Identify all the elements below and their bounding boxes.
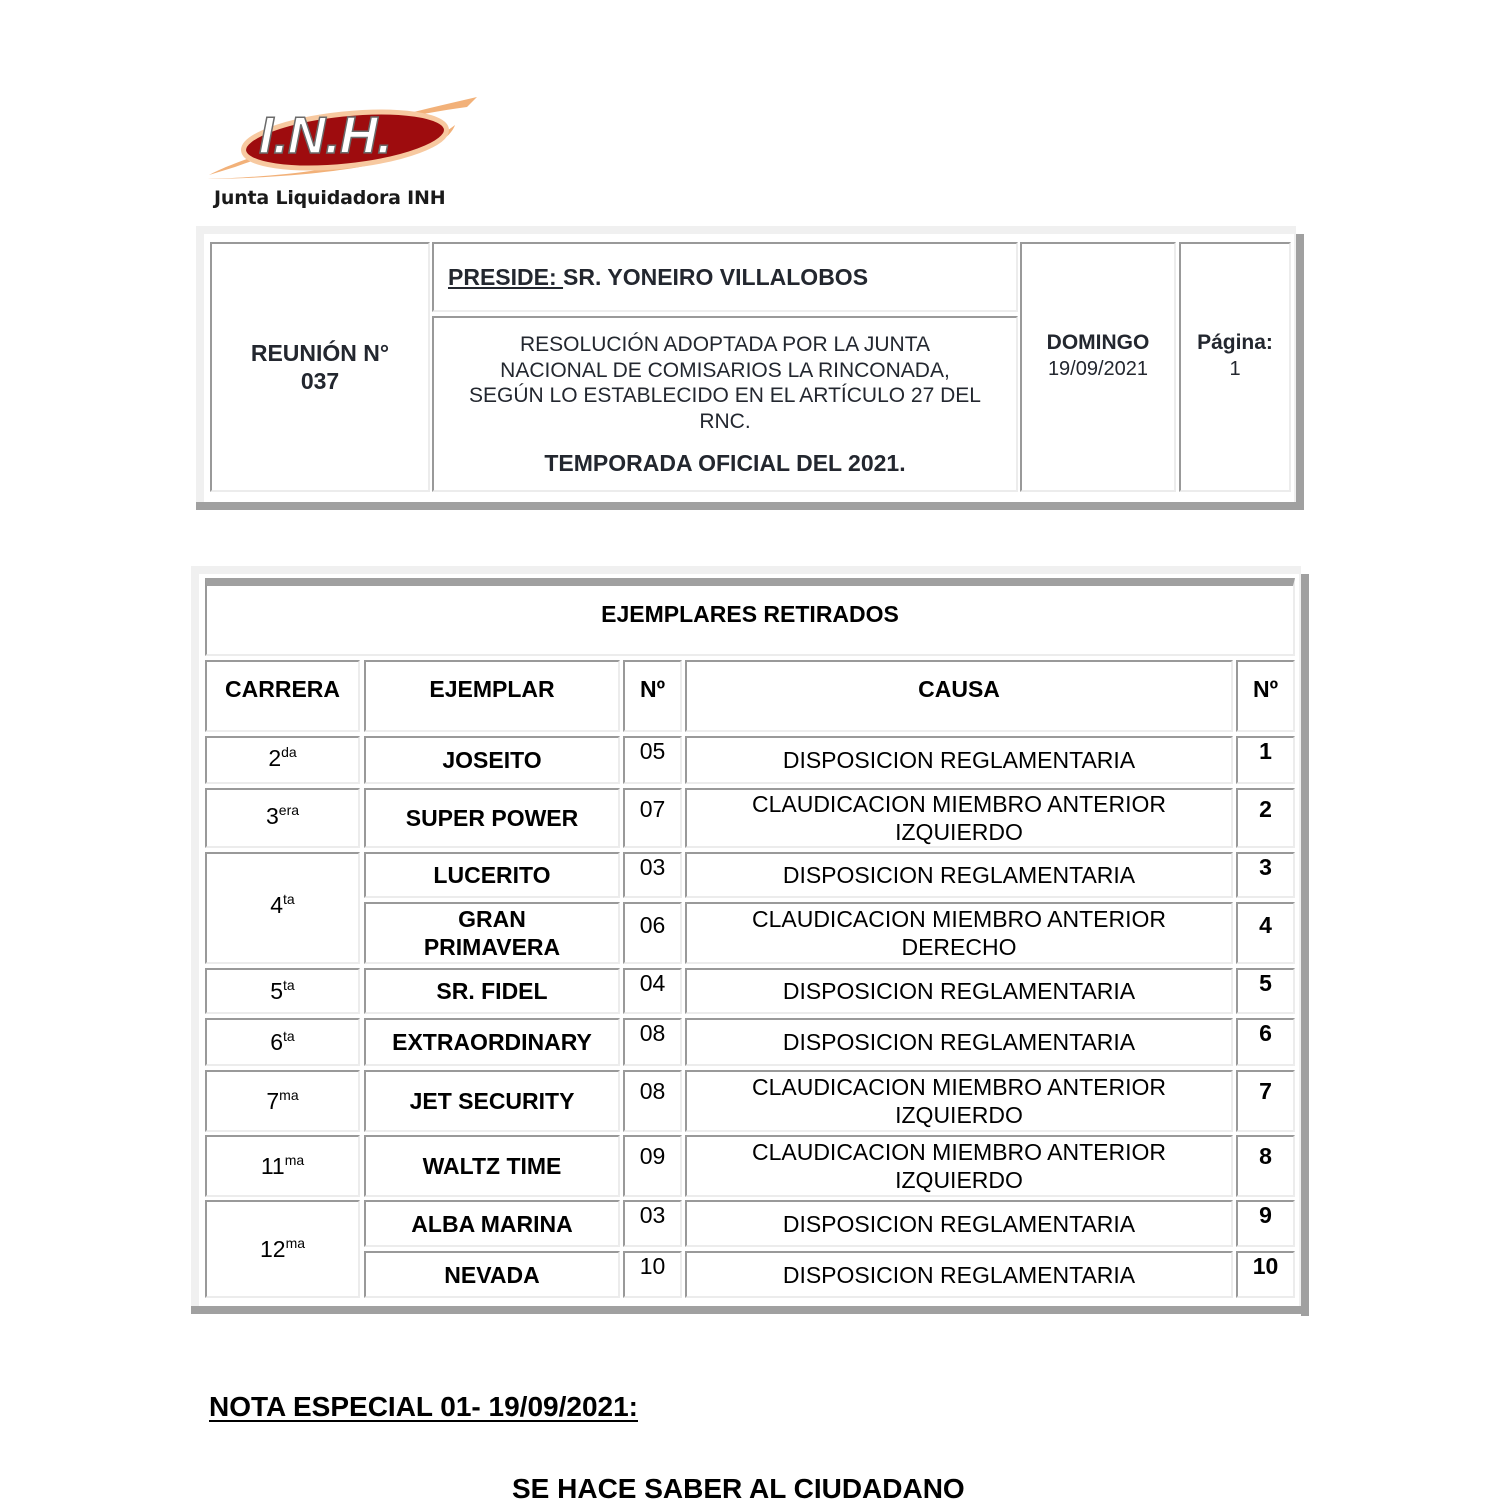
resolution-line-4: RNC. bbox=[699, 409, 751, 433]
table-row-horse-number: 08 bbox=[623, 1070, 682, 1132]
table-row-index: 9 bbox=[1236, 1200, 1295, 1247]
table-row-cause: DISPOSICION REGLAMENTARIA bbox=[685, 736, 1233, 784]
column-header-carrera: CARRERA bbox=[205, 660, 360, 732]
table-row-horse-number: 09 bbox=[623, 1135, 682, 1197]
table-row-cause: DISPOSICION REGLAMENTARIA bbox=[685, 968, 1233, 1014]
table-row-index: 10 bbox=[1236, 1251, 1295, 1298]
table-row-cause: CLAUDICACION MIEMBRO ANTERIOR IZQUIERDO bbox=[685, 1070, 1233, 1132]
race-cell: $11^{ma}$ bbox=[205, 1135, 360, 1197]
table-row-horse-number: 03 bbox=[623, 1200, 682, 1247]
table-row-horse: NEVADA bbox=[364, 1251, 620, 1298]
table-row-horse: EXTRAORDINARY bbox=[364, 1018, 620, 1066]
table-row-index: 7 bbox=[1236, 1070, 1295, 1132]
date-value: 19/09/2021 bbox=[1047, 358, 1149, 380]
resolution-line-3: SEGÚN LO ESTABLECIDO EN EL ARTÍCULO 27 DEL bbox=[469, 384, 981, 407]
table-row-index: 8 bbox=[1236, 1135, 1295, 1197]
table-row-horse-number: 07 bbox=[623, 788, 682, 848]
table-row-horse-number: 06 bbox=[623, 902, 682, 964]
special-note-title: NOTA ESPECIAL 01- 19/09/2021: bbox=[209, 1391, 638, 1422]
table-row-horse-number: 05 bbox=[623, 736, 682, 784]
logo-caption: Junta Liquidadora INH bbox=[214, 187, 446, 209]
race-cell: $3^{era}$ bbox=[205, 788, 360, 848]
season-label: TEMPORADA OFICIAL DEL 2021. bbox=[544, 450, 906, 476]
reunion-label: REUNIÓN N° bbox=[250, 340, 390, 366]
resolution-line-2: NACIONAL DE COMISARIOS LA RINCONADA, bbox=[500, 358, 950, 382]
svg-text:I.N.H.: I.N.H. bbox=[259, 107, 392, 165]
table-row-horse-number: 03 bbox=[623, 852, 682, 898]
table-row-cause: DISPOSICION REGLAMENTARIA bbox=[685, 1018, 1233, 1066]
table-row-horse: LUCERITO bbox=[364, 852, 620, 898]
table-row-horse-number: 08 bbox=[623, 1018, 682, 1066]
race-cell: $6^{ta}$ bbox=[205, 1018, 360, 1066]
day-label: DOMINGO bbox=[1046, 331, 1150, 354]
table-row-cause: DISPOSICION REGLAMENTARIA bbox=[685, 852, 1233, 898]
table-row-index: 2 bbox=[1236, 788, 1295, 848]
race-cell: $2^{da}$ bbox=[205, 736, 360, 784]
table-row-cause: CLAUDICACION MIEMBRO ANTERIOR IZQUIERDO bbox=[685, 788, 1233, 848]
table-row-cause: CLAUDICACION MIEMBRO ANTERIOR IZQUIERDO bbox=[685, 1135, 1233, 1197]
column-header-ejemplar: EJEMPLAR bbox=[364, 660, 620, 732]
reunion-number: 037 bbox=[300, 368, 340, 394]
table-row-cause: CLAUDICACION MIEMBRO ANTERIOR DERECHO bbox=[685, 902, 1233, 964]
inh-logo bbox=[205, 95, 485, 215]
table-row-horse-number: 04 bbox=[623, 968, 682, 1014]
reunion-cell bbox=[210, 242, 430, 492]
table-row-index: 6 bbox=[1236, 1018, 1295, 1066]
table-row-index: 5 bbox=[1236, 968, 1295, 1014]
table-title-cell bbox=[205, 578, 1295, 656]
table-row-index: 3 bbox=[1236, 852, 1295, 898]
date-cell bbox=[1020, 242, 1176, 492]
preside-cell bbox=[432, 242, 1018, 312]
page-cell bbox=[1179, 242, 1291, 492]
table-row-horse: JOSEITO bbox=[364, 736, 620, 784]
preside-name: SR. YONEIRO VILLALOBOS bbox=[563, 264, 869, 290]
race-cell: $4^{ta}$ bbox=[205, 852, 360, 964]
race-cell: $7^{ma}$ bbox=[205, 1070, 360, 1132]
table-row-index: 1 bbox=[1236, 736, 1295, 784]
resolution-cell bbox=[432, 316, 1018, 492]
column-header-index: Nº bbox=[1236, 660, 1295, 732]
table-row-horse: ALBA MARINA bbox=[364, 1200, 620, 1247]
preside-label: PRESIDE: bbox=[448, 264, 564, 290]
table-row-horse: GRAN PRIMAVERA bbox=[364, 902, 620, 964]
table-row-horse: SR. FIDEL bbox=[364, 968, 620, 1014]
column-header-horse-number: Nº bbox=[623, 660, 682, 732]
table-row-cause: DISPOSICION REGLAMENTARIA bbox=[685, 1251, 1233, 1298]
table-title: EJEMPLARES RETIRADOS bbox=[601, 600, 899, 627]
race-cell: $5^{ta}$ bbox=[205, 968, 360, 1014]
column-header-causa: CAUSA bbox=[685, 660, 1233, 732]
table-row-horse: SUPER POWER bbox=[364, 788, 620, 848]
special-note-body: SE HACE SABER AL CIUDADANO bbox=[512, 1473, 965, 1500]
table-row-horse-number: 10 bbox=[623, 1251, 682, 1298]
inh-logo-icon bbox=[205, 95, 485, 185]
table-row-horse: JET SECURITY bbox=[364, 1070, 620, 1132]
table-row-index: 4 bbox=[1236, 902, 1295, 964]
page-label: Página: bbox=[1197, 331, 1273, 354]
resolution-line-1: RESOLUCIÓN ADOPTADA POR LA JUNTA bbox=[520, 333, 930, 356]
table-row-cause: DISPOSICION REGLAMENTARIA bbox=[685, 1200, 1233, 1247]
page-number: 1 bbox=[1229, 358, 1241, 380]
race-cell: $12^{ma}$ bbox=[205, 1200, 360, 1298]
table-row-horse: WALTZ TIME bbox=[364, 1135, 620, 1197]
